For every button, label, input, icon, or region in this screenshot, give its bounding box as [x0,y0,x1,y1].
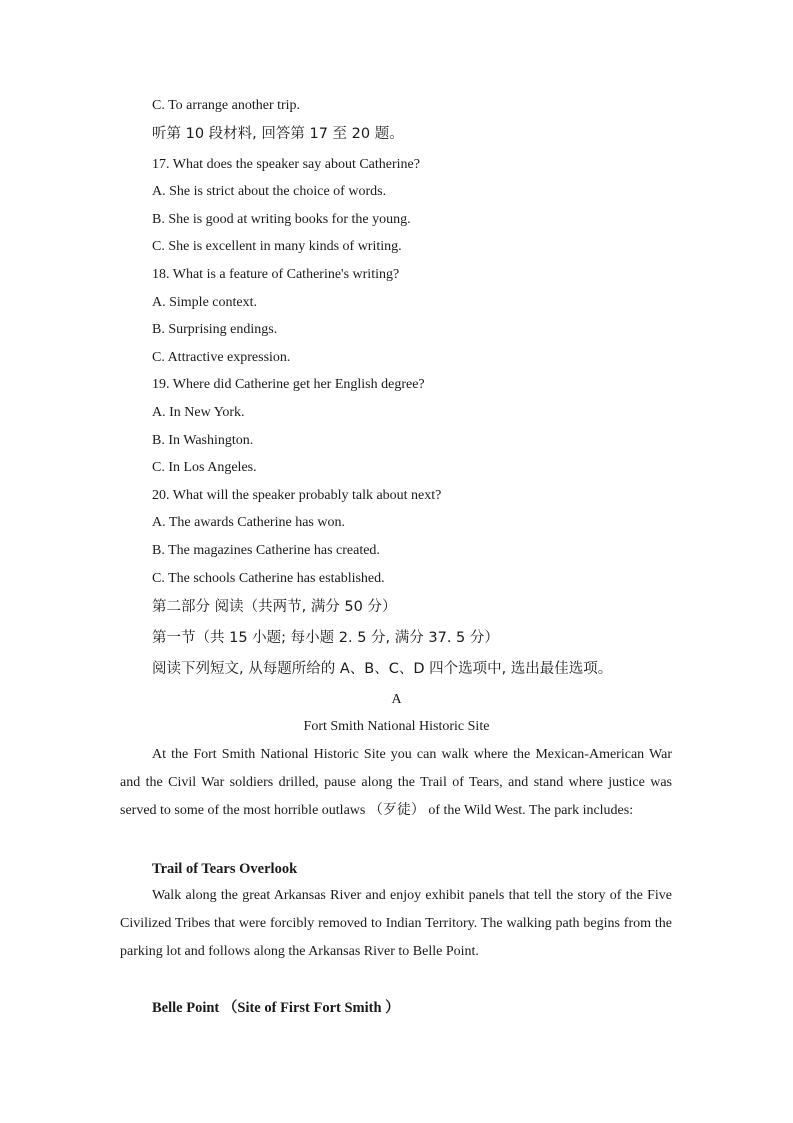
option-20b: B. The magazines Catherine has created. [152,543,380,558]
option-18b: B. Surprising endings. [152,322,278,337]
part-two-heading: 第二部分 阅读（共两节, 满分 50 分） [152,599,397,615]
question-17: 17. What does the speaker say about Catherine? [152,157,420,172]
question-18: 18. What is a feature of Catherine's writing? [152,267,400,282]
option-17c: C. She is excellent in many kinds of writing. [152,239,402,254]
reading-instruction: 阅读下列短文, 从每题所给的 A、B、C、D 四个选项中, 选出最佳选项。 [152,661,613,677]
passage-letter: A [391,692,402,707]
option-20c: C. The schools Catherine has established. [152,571,385,586]
option-19b: B. In Washington. [152,433,254,448]
passage-intro: At the Fort Smith National Historic Site you can walk where the Mexican-American War and the Civil War soldiers drilled, pause along the Trail of Tears, and stand where justice was served to some of the most horrible outlaws （歹徒） of the Wild West. The park includes: [120,747,672,818]
option-17b: B. She is good at writing books for the young. [152,212,411,227]
subheading-belle-point: Belle Point （Site of First Fort Smith ） [152,1000,400,1016]
question-19: 19. Where did Catherine get her English degree? [152,377,425,392]
question-20: 20. What will the speaker probably talk about next? [152,488,442,503]
section-instruction: 听第 10 段材料, 回答第 17 至 20 题。 [152,126,404,142]
option-16c: C. To arrange another trip. [152,98,301,113]
option-17a: A. She is strict about the choice of words. [152,184,387,199]
section-one-heading: 第一节（共 15 小题; 每小题 2. 5 分, 满分 37. 5 分） [152,630,499,646]
option-19c: C. In Los Angeles. [152,460,257,475]
option-19a: A. In New York. [152,405,245,420]
subheading-trail-of-tears: Trail of Tears Overlook [152,861,298,877]
option-18a: A. Simple context. [152,295,257,310]
option-20a: A. The awards Catherine has won. [152,515,345,530]
passage-title: Fort Smith National Historic Site [303,719,490,734]
option-18c: C. Attractive expression. [152,350,291,365]
paragraph-trail-of-tears: Walk along the great Arkansas River and enjoy exhibit panels that tell the story of the Five Civilized Tribes that were forcibly removed to Indian Territory. The walking path begins from the parking lot and follows along the Arkansas River to Belle Point. [120,888,672,959]
